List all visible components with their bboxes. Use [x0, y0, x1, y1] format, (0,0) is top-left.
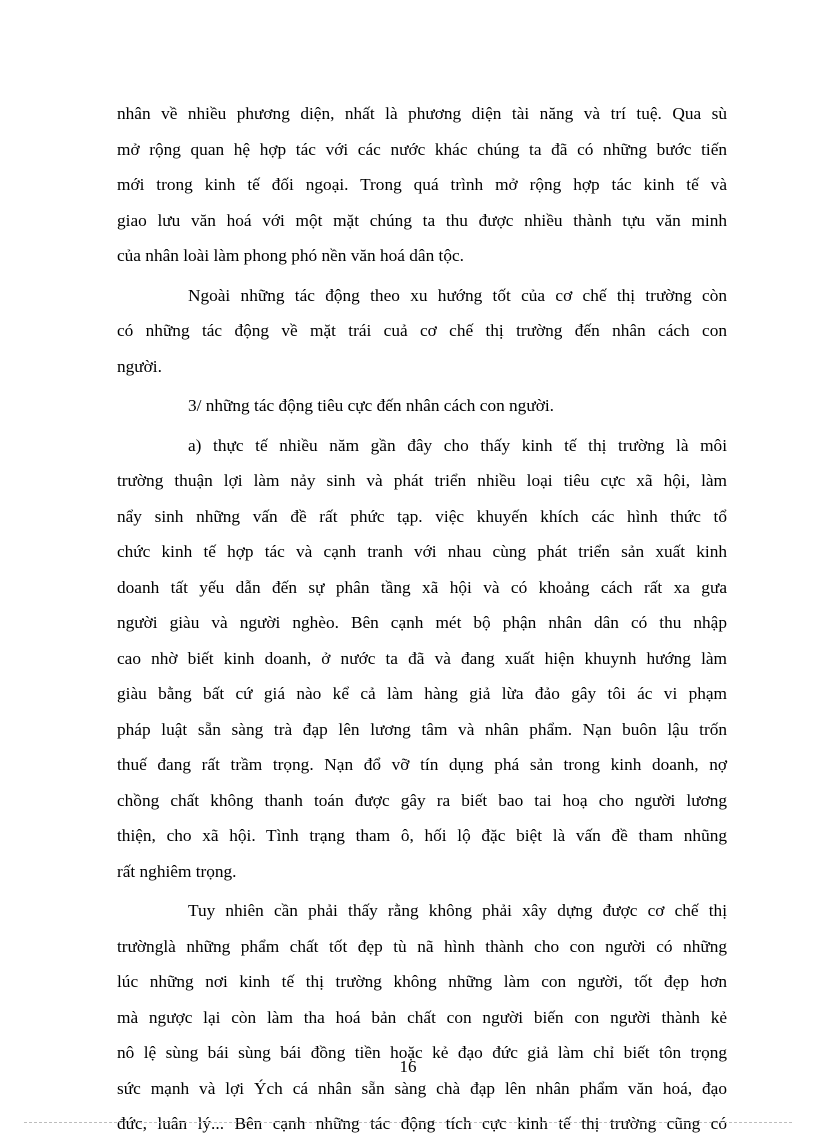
text-line: Ngoài những tác động theo xu hướng tốt của cơ chế thị trường còn	[188, 285, 727, 305]
text-line: giàu bằng bất cứ giá nào kể cả làm hàng giả lừa đảo gây tôi ác vi phạm	[117, 684, 727, 703]
text-line: nô lệ sùng bái sùng bái đồng tiền hoặc kẻ đạo đức giả làm chỉ biết tôn trọng	[117, 1043, 727, 1062]
text-line: người giàu và người nghèo. Bên cạnh mét bộ phận nhân dân có thu nhập	[117, 613, 727, 632]
text-line: giao lưu văn hoá với một mặt chúng ta thu được nhiều thành tựu văn minh	[117, 210, 727, 230]
text-line: trường thuận lợi làm nảy sinh và phát triển nhiều loại tiêu cực xã hội, làm	[117, 471, 727, 490]
text-line: chồng chất không thanh toán được gây ra biết bao tai hoạ cho người lương	[117, 790, 727, 810]
text-line: chức kinh tế hợp tác và cạnh tranh với nhau cùng phát triển sản xuất kinh	[117, 542, 727, 561]
text-line: thiện, cho xã hội. Tình trạng tham ô, hối lộ đặc biệt là vấn đề tham nhũng	[117, 826, 727, 845]
text-line: mới trong kinh tế đối ngoại. Trong quá trình mở rộng hợp tác kinh tế và	[117, 175, 727, 194]
paragraph	[117, 428, 727, 890]
body-text	[117, 96, 727, 1142]
text-line: có những tác động về mặt trái cuả cơ chế thị trường đến nhân cách con	[117, 321, 727, 340]
text-line: mở rộng quan hệ hợp tác với các nước khác chúng ta đã có những bước tiến	[117, 139, 727, 159]
text-line: trườnglà những phẩm chất tốt đẹp tù nã hình thành cho con người có những	[117, 936, 727, 956]
text-line: pháp luật sẵn sàng trà đạp lên lương tâm và nhân phẩm. Nạn buôn lậu trốn	[117, 719, 727, 739]
text-line: thuế đang rất trầm trọng. Nạn đổ vỡ tín dụng phá sản trong kinh doanh, nợ	[117, 755, 727, 774]
paragraph	[117, 893, 727, 1142]
text-line: đức, luân lý... Bên cạnh những tác động tích cực kinh tế thị trường cũng có	[117, 1114, 727, 1133]
paragraph	[117, 278, 727, 385]
text-line: doanh tất yếu dẫn đến sự phân tầng xã hội và có khoảng cách rất xa gưa	[117, 577, 727, 597]
paragraph	[117, 96, 727, 274]
text-line: rất nghiêm trọng.	[117, 861, 237, 881]
page-number: 16	[399, 1057, 417, 1076]
text-line: a) thực tế nhiều năm gần đây cho thấy kinh tế thị trường là môi	[188, 435, 727, 455]
text-line: mà ngược lại còn làm tha hoá bản chất con người biến con người thành kẻ	[117, 1007, 727, 1027]
text-line: của nhân loài làm phong phó nền văn hoá dân tộc.	[117, 246, 464, 265]
text-line: lúc những nơi kinh tế thị trường không những làm con người, tốt đẹp hơn	[117, 972, 727, 991]
text-line: nẩy sinh những vấn đề rất phức tạp. việc khuyến khích các hình thức tổ	[117, 506, 727, 526]
paragraph	[117, 388, 727, 424]
text-line: cao nhờ biết kinh doanh, ở nước ta đã và đang xuất hiện khuynh hướng làm	[117, 648, 727, 668]
text-line: sức mạnh và lợi Ých cá nhân sẵn sàng chà đạp lên nhân phẩm văn hoá, đạo	[117, 1078, 727, 1098]
text-line: 3/ những tác động tiêu cực đến nhân cách con người.	[188, 396, 554, 415]
text-line: người.	[117, 356, 162, 376]
text-line: nhân về nhiều phương diện, nhất là phương diện tài năng và trí tuệ. Qua sù	[117, 104, 727, 123]
text-line: Tuy nhiên cần phải thấy rằng không phải xây dựng được cơ chế thị	[188, 901, 727, 920]
